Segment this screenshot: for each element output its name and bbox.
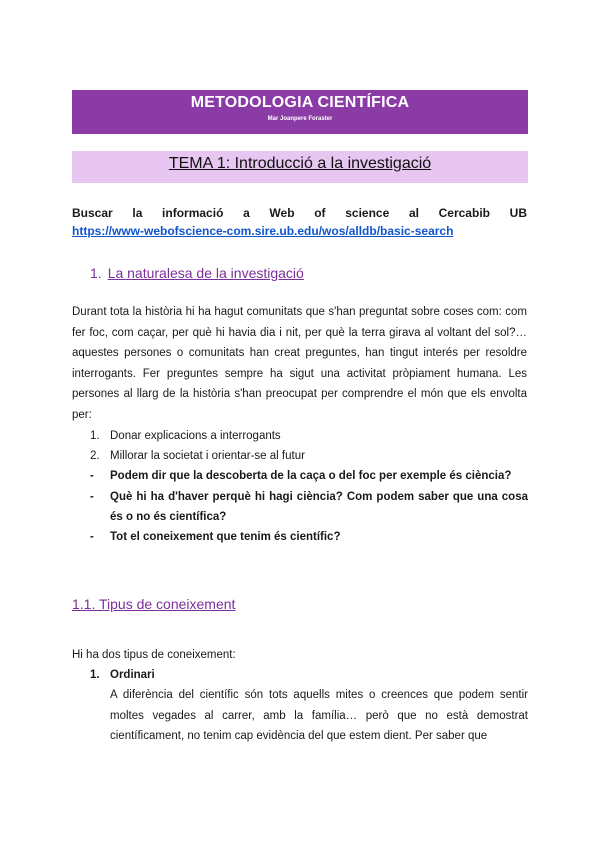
list-item bbox=[90, 466, 528, 486]
search-text: Buscar la informació a Web of science al Cercabib UB bbox=[72, 206, 527, 220]
list-item-text: Què hi ha d'haver perquè hi hagi ciència? Com podem saber que una cosa és o no és científica? bbox=[110, 490, 528, 523]
list-marker: - bbox=[90, 470, 94, 483]
reasons-list bbox=[90, 426, 528, 547]
title-banner bbox=[72, 90, 528, 134]
list-marker: 1. bbox=[90, 669, 100, 681]
types-intro: Hi ha dos tipus de coneixement: bbox=[72, 649, 236, 661]
list-marker: 2. bbox=[90, 450, 100, 463]
list-item-text: Donar explicacions a interrogants bbox=[110, 430, 281, 442]
author-name: Mar Joanpere Foraster bbox=[267, 116, 333, 122]
section-heading-1-1: 1.1. Tipus de coneixement bbox=[72, 596, 236, 612]
section-title: La naturalesa de la investigació bbox=[107, 265, 304, 281]
search-link[interactable]: https://www-webofscience-com.sire.ub.edu/wos/alldb/basic-search bbox=[72, 224, 454, 238]
search-instruction bbox=[72, 204, 527, 240]
list-item bbox=[90, 426, 528, 446]
list-item bbox=[90, 487, 528, 527]
list-item bbox=[90, 527, 528, 547]
list-item-text: Podem dir que la descoberta de la caça o del foc per exemple és ciència? bbox=[110, 470, 512, 483]
list-item-text: Tot el coneixement que tenim és científic? bbox=[110, 531, 341, 544]
list-item-text: Millorar la societat i orientar-se al futur bbox=[110, 450, 305, 463]
list-marker: - bbox=[90, 531, 94, 544]
document-title: METODOLOGIA CIENTÍFICA bbox=[190, 94, 410, 111]
section-number: 1. bbox=[90, 265, 102, 281]
tema-banner bbox=[72, 151, 528, 183]
list-item-title: Ordinari bbox=[110, 669, 155, 681]
section-heading-1 bbox=[90, 265, 304, 281]
list-item bbox=[90, 446, 528, 466]
list-marker: - bbox=[90, 490, 94, 503]
list-item bbox=[90, 665, 528, 685]
intro-paragraph: Durant tota la història hi ha hagut comunitats que s'han preguntat sobre coses com: com fer foc, com caçar, per què hi havia dia i nit, per què la terra girava al voltant del sol?… aquestes persones o comunitats han creat preguntes, han tingut interés per resoldre interrogants. Fer preguntes sempre ha sigut una activitat pròpiament humana. Les persones al llarg de la història s'han preocupat per comprendre el món que els envolta per: bbox=[72, 306, 527, 421]
knowledge-types-list bbox=[90, 665, 528, 747]
list-item-description: A diferència del científic són tots aquells mites o creences que podem sentir moltes vegades al carrer, amb la família… però que no està demostrat científicament, no tenim cap evidència del que estem dient. Per saber que bbox=[110, 689, 528, 743]
list-marker: 1. bbox=[90, 430, 100, 442]
tema-title: TEMA 1: Introducció a la investigació bbox=[168, 155, 432, 172]
